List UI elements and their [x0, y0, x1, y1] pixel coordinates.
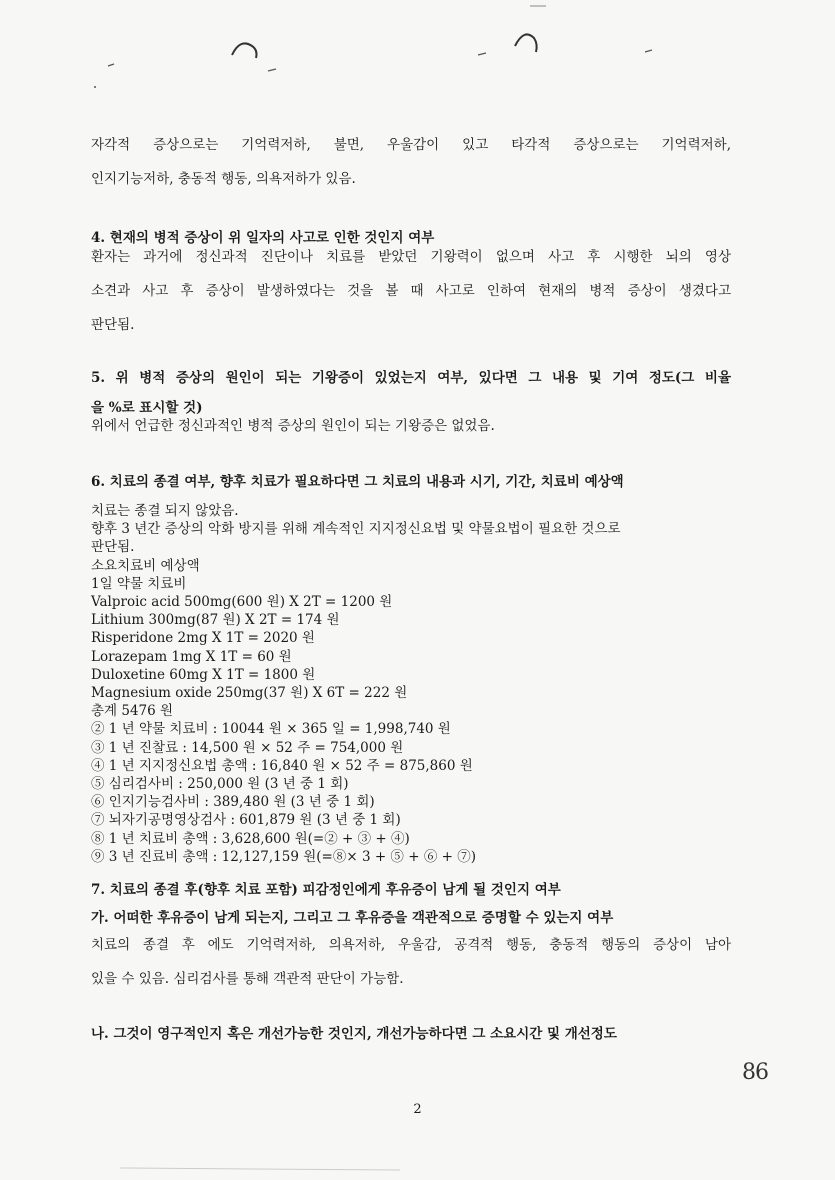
cost-line: ③ 1 년 진찰료 : 14,500 원 × 52 주 = 754,000 원	[91, 739, 404, 756]
section-5-heading-line-2: 을 %로 표시할 것)	[91, 400, 203, 416]
section-6-line: 1일 약물 치료비	[91, 575, 187, 592]
section-5-heading	[91, 363, 731, 423]
cost-line: ⑧ 1 년 치료비 총액 : 3,628,600 원(=② + ③ + ④)	[91, 830, 410, 847]
section-4-line-1: 환자는 과거에 정신과적 진단이나 치료를 받았던 기왕력이 없으며 사고 후 시행한 뇌의 영상	[91, 249, 731, 265]
drug-line: Lorazepam 1mg X 1T = 60 원	[91, 648, 292, 665]
handwritten-page-stamp: 86	[742, 1060, 768, 1085]
cost-line: ⑨ 3 년 진료비 총액 : 12,127,159 원(=⑧× 3 + ⑤ + ⑥ + ⑦)	[91, 848, 476, 865]
section-7-heading: 7. 치료의 종결 후(향후 치료 포함) 피감정인에게 후유증이 남게 될 것인지 여부	[91, 882, 561, 898]
drug-line: Magnesium oxide 250mg(37 원) X 6T = 222 원	[91, 685, 408, 702]
drug-line: Lithium 300mg(87 원) X 2T = 174 원	[91, 612, 340, 629]
drug-line: Valproic acid 500mg(600 원) X 2T = 1200 원	[91, 594, 393, 611]
section-6-line: 향후 3 년간 증상의 악화 방지를 위해 계속적인 지지정신요법 및 약물요법이 필요한 것으로	[91, 521, 621, 538]
section-4-line-3: 판단됨.	[91, 317, 135, 333]
section-6-body	[91, 502, 731, 866]
intro-line-2: 인지기능저하, 충동적 행동, 의욕저하가 있음.	[91, 171, 356, 187]
section-6-line: 소요치료비 예상액	[91, 557, 200, 574]
drug-line: Duloxetine 60mg X 1T = 1800 원	[91, 666, 316, 683]
section-7-line-1: 치료의 종결 후 에도 기억력저하, 의욕저하, 우울감, 공격적 행동, 충동적 행동의 증상이 남아	[91, 937, 731, 953]
cost-line: ④ 1 년 지지정신요법 총액 : 16,840 원 × 52 주 = 875,860 원	[91, 757, 473, 774]
section-6-heading: 6. 치료의 종결 여부, 향후 치료가 필요하다면 그 치료의 내용과 시기, 기간, 치료비 예상액	[91, 474, 624, 490]
intro-line-1: 자각적 증상으로는 기억력저하, 불면, 우울감이 있고 타각적 증상으로는 기억력저하,	[91, 137, 731, 153]
section-6-line: 치료는 종결 되지 않았음.	[91, 503, 239, 519]
drug-line: Risperidone 2mg X 1T = 2020 원	[91, 630, 315, 647]
intro-paragraph	[91, 128, 731, 196]
section-7-sub-a: 가. 어떠한 후유증이 남게 되는지, 그리고 그 후유증을 객관적으로 증명할 수 있는지 여부	[91, 910, 614, 926]
section-7-line-2: 있을 수 있음. 심리검사를 통해 객관적 판단이 가능함.	[91, 971, 404, 987]
cost-line: ⑦ 뇌자기공명영상검사 : 601,879 원 (3 년 중 1 회)	[91, 812, 401, 829]
total-line: 총계 5476 원	[91, 703, 174, 720]
section-4-line-2: 소견과 사고 후 증상이 발생하였다는 것을 볼 때 사고로 인하여 현재의 병적 증상이 생겼다고	[91, 283, 731, 299]
section-5-body: 위에서 언급한 정신과적인 병적 증상의 원인이 되는 기왕증은 없었음.	[91, 418, 495, 434]
cost-line: ⑥ 인지기능검사비 : 389,480 원 (3 년 중 1 회)	[91, 794, 375, 811]
page-number: 2	[413, 1102, 422, 1117]
section-7-sub-b: 나. 그것이 영구적인지 혹은 개선가능한 것인지, 개선가능하다면 그 소요시간 및 개선정도	[91, 1026, 617, 1042]
section-4-heading: 4. 현재의 병적 증상이 위 일자의 사고로 인한 것인지 여부	[91, 230, 435, 246]
section-4-body	[91, 240, 731, 342]
section-7-body	[91, 928, 731, 996]
section-6-line: 판단됨.	[91, 539, 135, 556]
cost-line: ② 1 년 약물 치료비 : 10044 원 × 365 일 = 1,998,740 원	[91, 721, 451, 738]
scan-bottom-line	[0, 1160, 835, 1180]
scan-artifact-marks	[0, 0, 835, 120]
cost-line: ⑤ 심리검사비 : 250,000 원 (3 년 중 1 회)	[91, 776, 349, 793]
section-5-heading-line-1: 5. 위 병적 증상의 원인이 되는 기왕증이 있었는지 여부, 있다면 그 내용 및 기여 정도(그 비율	[91, 370, 731, 386]
